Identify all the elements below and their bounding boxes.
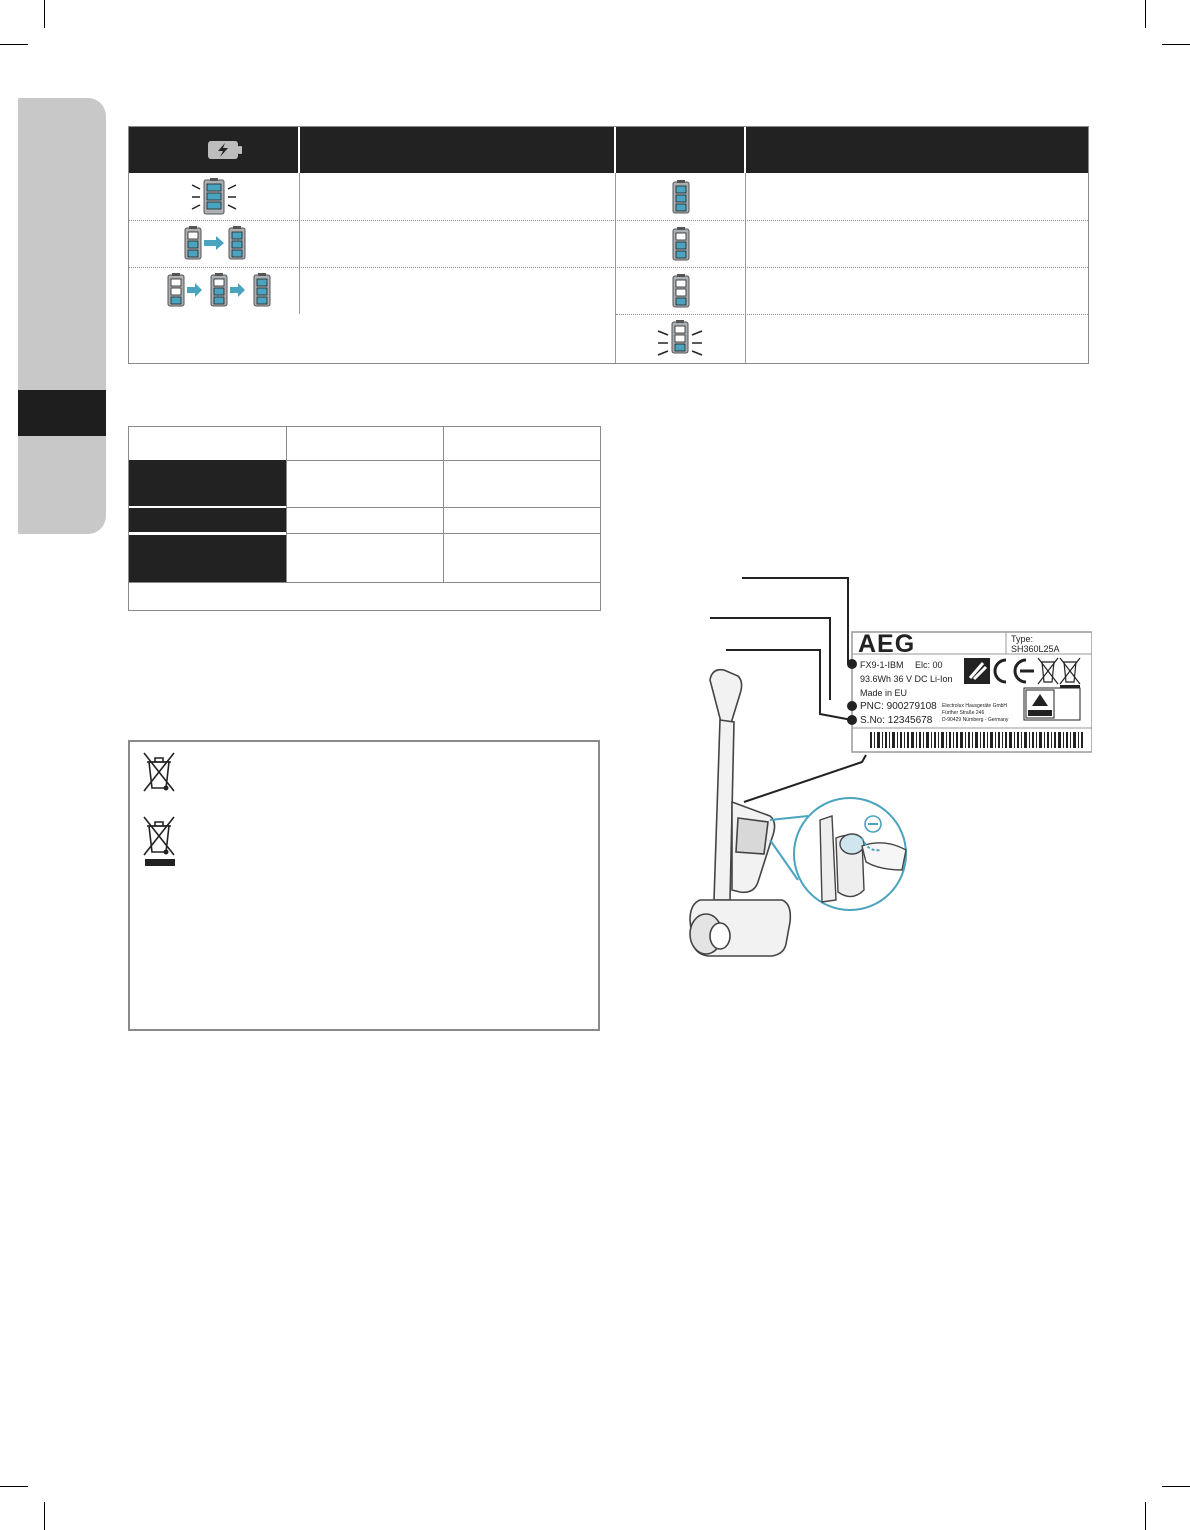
column-divider xyxy=(745,173,746,363)
crop-mark xyxy=(1162,1486,1190,1487)
table-footer-cell xyxy=(128,582,601,611)
table-cell xyxy=(286,533,444,583)
rating-plate-model: FX9-1-IBM xyxy=(860,660,904,670)
battery-blinking-icon xyxy=(655,319,705,359)
rating-plate-type-label: Type: xyxy=(1011,634,1034,644)
table-cell xyxy=(443,533,601,583)
rating-plate-elc: Elc: 00 xyxy=(915,660,943,670)
battery-level-icon xyxy=(672,273,690,309)
crop-mark xyxy=(1145,1502,1146,1530)
table-cell xyxy=(443,426,601,461)
crop-mark xyxy=(44,0,45,28)
rating-plate-type-value: SH360L25A xyxy=(1011,644,1060,654)
usage-table xyxy=(128,426,601,611)
rating-plate-serial: S.No: 12345678 xyxy=(860,715,933,726)
rating-plate-pnc: PNC: 900279108 xyxy=(860,701,937,712)
table-cell xyxy=(443,507,601,534)
crossed-out-wheelie-bin-battery-icon xyxy=(140,814,178,868)
table-cell xyxy=(128,426,287,461)
rating-plate-made-in: Made in EU xyxy=(860,688,908,698)
table-row-header xyxy=(129,508,286,532)
table-row-header xyxy=(129,460,286,506)
table-header-row xyxy=(129,127,1088,173)
barcode xyxy=(870,732,1083,748)
battery-charging-icon xyxy=(207,140,243,160)
battery-progress-icon xyxy=(167,272,273,308)
row-divider xyxy=(129,267,1088,268)
rating-plate-brand-logo: AEG xyxy=(858,630,916,658)
row-divider xyxy=(616,314,1088,315)
rating-plate-battery: 93.6Wh 36 V DC Li-Ion xyxy=(860,674,953,684)
crop-mark xyxy=(1162,44,1190,45)
rating-plate-manufacturer: D-90429 Nürnberg - Germany xyxy=(942,717,1009,723)
rating-plate-manufacturer: Fürther Straße 246 xyxy=(942,710,985,716)
table-cell xyxy=(286,460,444,508)
column-divider xyxy=(615,173,616,363)
battery-level-icon xyxy=(672,179,690,215)
crop-mark xyxy=(0,1486,28,1487)
battery-progress-icon xyxy=(184,225,248,261)
table-row-header xyxy=(129,535,286,582)
chapter-side-tab xyxy=(18,98,106,534)
vacuum-cleaner-drawing xyxy=(690,670,790,956)
rating-plate-manufacturer: Electrolux Hausgeräte GmbH xyxy=(942,703,1008,709)
crop-mark xyxy=(0,44,28,45)
row-divider xyxy=(129,220,1088,221)
table-cell xyxy=(286,426,444,461)
battery-blinking-icon xyxy=(189,177,239,217)
table-cell xyxy=(286,507,444,534)
column-divider xyxy=(744,127,746,173)
column-divider xyxy=(298,127,300,173)
crossed-out-wheelie-bin-icon xyxy=(140,750,178,794)
column-divider xyxy=(299,173,300,314)
chapter-side-tab-active xyxy=(18,390,106,436)
battery-level-icon xyxy=(672,226,690,262)
column-divider xyxy=(614,127,616,173)
disposal-notice-box xyxy=(128,740,600,1031)
crop-mark xyxy=(44,1502,45,1530)
battery-indicator-table xyxy=(128,126,1089,364)
crop-mark xyxy=(1145,0,1146,28)
table-cell xyxy=(443,460,601,508)
